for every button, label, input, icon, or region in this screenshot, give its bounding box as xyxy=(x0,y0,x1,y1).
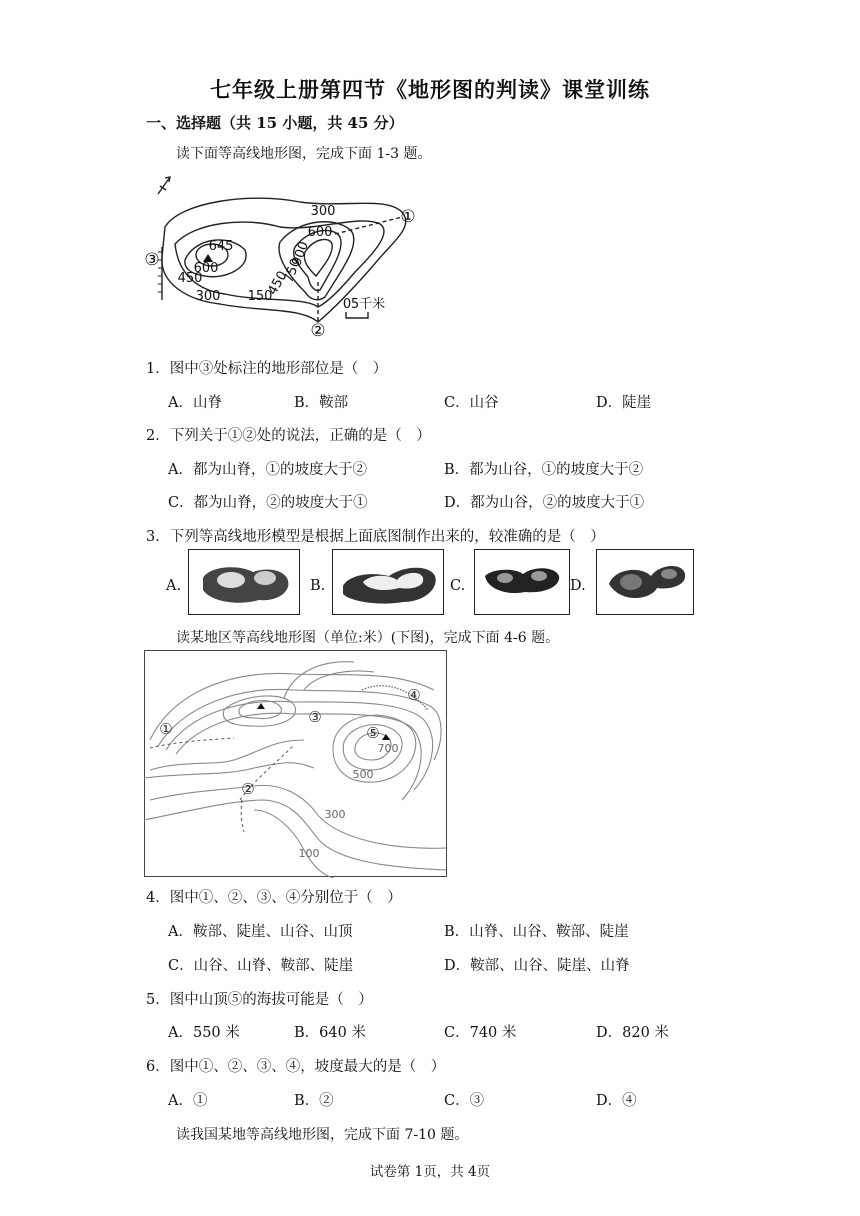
svg-text:300: 300 xyxy=(195,289,221,304)
svg-text:①: ① xyxy=(400,207,416,227)
svg-text:③: ③ xyxy=(308,708,322,726)
q3-option-b[interactable]: B. xyxy=(310,578,326,594)
question-6: 6．图中①、②、③、④，坡度最大的是（ ） xyxy=(146,1059,446,1075)
question-1: 1．图中③处标注的地形部位是（ ） xyxy=(146,361,388,377)
intro-3: 读我国某地等高线地形图，完成下面 7-10 题。 xyxy=(176,1127,469,1143)
north-arrow-icon xyxy=(158,177,170,194)
question-5: 5．图中山顶⑤的海拔可能是（ ） xyxy=(146,992,373,1008)
q2-option-d[interactable]: D．都为山谷，②的坡度大于① xyxy=(444,495,645,511)
svg-text:④: ④ xyxy=(407,686,421,704)
q2-option-b[interactable]: B．都为山谷，①的坡度大于② xyxy=(444,462,644,478)
svg-text:450: 450 xyxy=(265,268,291,298)
terrain-model-a-image[interactable] xyxy=(188,549,300,615)
svg-text:0: 0 xyxy=(342,297,352,312)
svg-text:②: ② xyxy=(310,321,326,341)
svg-text:5千米: 5千米 xyxy=(350,297,386,312)
q3-option-c[interactable]: C. xyxy=(450,578,466,594)
q4-option-c[interactable]: C．山谷、山脊、鞍部、陡崖 xyxy=(168,958,354,974)
svg-text:300: 300 xyxy=(324,808,346,821)
svg-text:700: 700 xyxy=(377,742,399,755)
question-4: 4．图中①、②、③、④分别位于（ ） xyxy=(146,890,402,906)
svg-text:750: 750 xyxy=(281,256,305,286)
q2-option-c[interactable]: C．都为山脊，②的坡度大于① xyxy=(168,495,368,511)
q4-option-a[interactable]: A．鞍部、陡崖、山谷、山顶 xyxy=(168,924,353,940)
q4-option-b[interactable]: B．山脊、山谷、鞍部、陡崖 xyxy=(444,924,629,940)
section-heading: 一、选择题（共 15 小题，共 45 分） xyxy=(146,114,404,132)
q6-option-d[interactable]: D．④ xyxy=(596,1093,637,1109)
q6-option-a[interactable]: A．① xyxy=(168,1093,208,1109)
svg-text:150: 150 xyxy=(247,289,273,304)
q1-option-b[interactable]: B．鞍部 xyxy=(294,395,349,411)
svg-text:600: 600 xyxy=(193,261,219,276)
question-3: 3．下列等高线地形模型是根据上面底图制作出来的，较准确的是（ ） xyxy=(146,529,605,545)
q1-option-c[interactable]: C．山谷 xyxy=(444,395,499,411)
svg-text:②: ② xyxy=(241,780,255,798)
svg-text:①: ① xyxy=(159,720,173,738)
q5-option-a[interactable]: A．550 米 xyxy=(168,1025,240,1041)
svg-text:900: 900 xyxy=(289,239,313,269)
svg-text:450: 450 xyxy=(177,271,203,286)
q5-option-b[interactable]: B．640 米 xyxy=(294,1025,366,1041)
svg-text:300: 300 xyxy=(310,204,336,219)
svg-text:645: 645 xyxy=(208,239,234,254)
terrain-model-b-image[interactable] xyxy=(332,549,444,615)
terrain-model-d-image[interactable] xyxy=(596,549,694,615)
q2-option-a[interactable]: A．都为山脊，①的坡度大于② xyxy=(168,462,367,478)
svg-text:600: 600 xyxy=(307,225,333,240)
page-footer: 试卷第 1页，共 4页 xyxy=(369,1164,491,1180)
q5-option-c[interactable]: C．740 米 xyxy=(444,1025,517,1041)
intro-1: 读下面等高线地形图，完成下面 1-3 题。 xyxy=(176,146,432,162)
svg-text:500: 500 xyxy=(352,768,374,781)
q4-option-d[interactable]: D．鞍部、山谷、陡崖、山脊 xyxy=(444,958,630,974)
page-title: 七年级上册第四节《地形图的判读》课堂训练 xyxy=(210,77,650,102)
q6-option-b[interactable]: B．② xyxy=(294,1093,334,1109)
contour-map-1 xyxy=(140,172,430,344)
q5-option-d[interactable]: D．820 米 xyxy=(596,1025,669,1041)
q3-option-d[interactable]: D. xyxy=(570,578,586,594)
q3-option-a[interactable]: A. xyxy=(166,578,182,594)
intro-2: 读某地区等高线地形图（单位:米）(下图)，完成下面 4-6 题。 xyxy=(176,630,560,646)
q1-option-d[interactable]: D．陡崖 xyxy=(596,395,652,411)
svg-text:③: ③ xyxy=(144,250,160,270)
terrain-model-c-image[interactable] xyxy=(474,549,570,615)
q1-option-a[interactable]: A．山脊 xyxy=(168,395,222,411)
q6-option-c[interactable]: C．③ xyxy=(444,1093,485,1109)
contour-map-2 xyxy=(144,650,448,878)
question-2: 2．下列关于①②处的说法，正确的是（ ） xyxy=(146,428,431,444)
svg-text:100: 100 xyxy=(298,847,320,860)
svg-text:⑤: ⑤ xyxy=(366,724,380,742)
